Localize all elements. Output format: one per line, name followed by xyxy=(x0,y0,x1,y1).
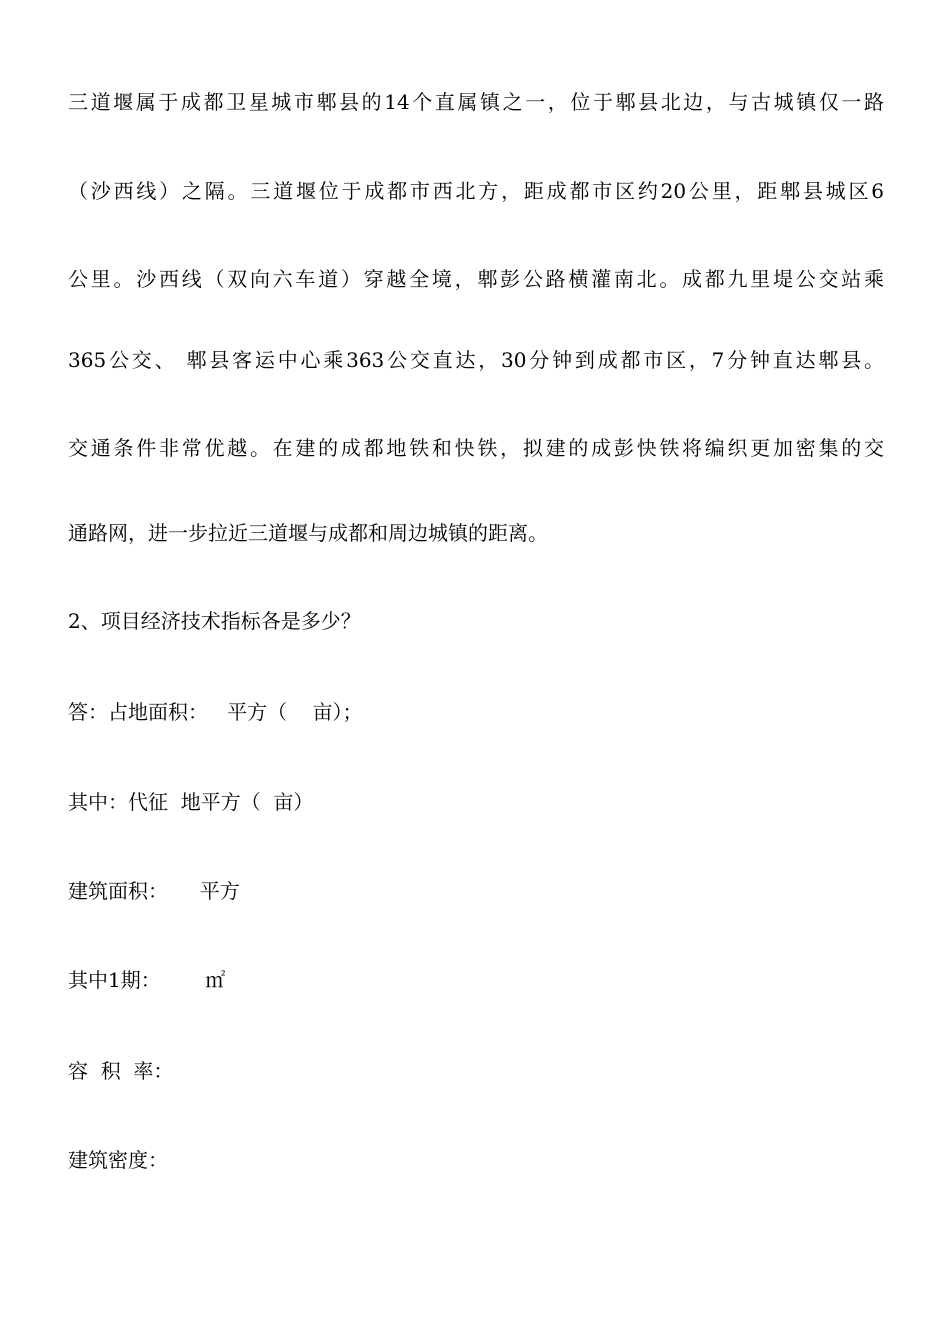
paragraph-line-2: （沙西线）之隔。三道堰位于成都市西北方，距成都市区约20公里，距郫县城区6 xyxy=(68,179,884,203)
paragraph-line-6: 通路网，进一步拉近三道堰与成都和周边城镇的距离。 xyxy=(68,521,548,545)
paragraph-line-4: 365公交、 郫县客运中心乘363公交直达，30分钟到成都市区，7分钟直达郫县。 xyxy=(68,348,884,372)
answer-building-density: 建筑密度： xyxy=(68,1148,168,1172)
answer-phase1: 其中1期： ㎡ xyxy=(68,968,226,992)
answer-floor-area-ratio: 容 积 率： xyxy=(68,1059,174,1083)
paragraph-line-3: 公里。沙西线（双向六车道）穿越全境，郫彭公路横灌南北。成都九里堤公交站乘 xyxy=(68,267,884,291)
answer-land-sub: 其中：代征 地平方（ 亩） xyxy=(68,790,314,814)
answer-land-area: 答：占地面积： 平方（ 亩）； xyxy=(68,700,363,724)
paragraph-line-1: 三道堰属于成都卫星城市郫县的14个直属镇之一，位于郫县北边，与古城镇仅一路 xyxy=(68,90,884,114)
question-heading: 2、项目经济技术指标各是多少？ xyxy=(68,609,361,633)
paragraph-line-5: 交通条件非常优越。在建的成都地铁和快铁，拟建的成彭快铁将编织更加密集的交 xyxy=(68,436,884,460)
answer-building-area: 建筑面积： 平方 xyxy=(68,879,240,903)
